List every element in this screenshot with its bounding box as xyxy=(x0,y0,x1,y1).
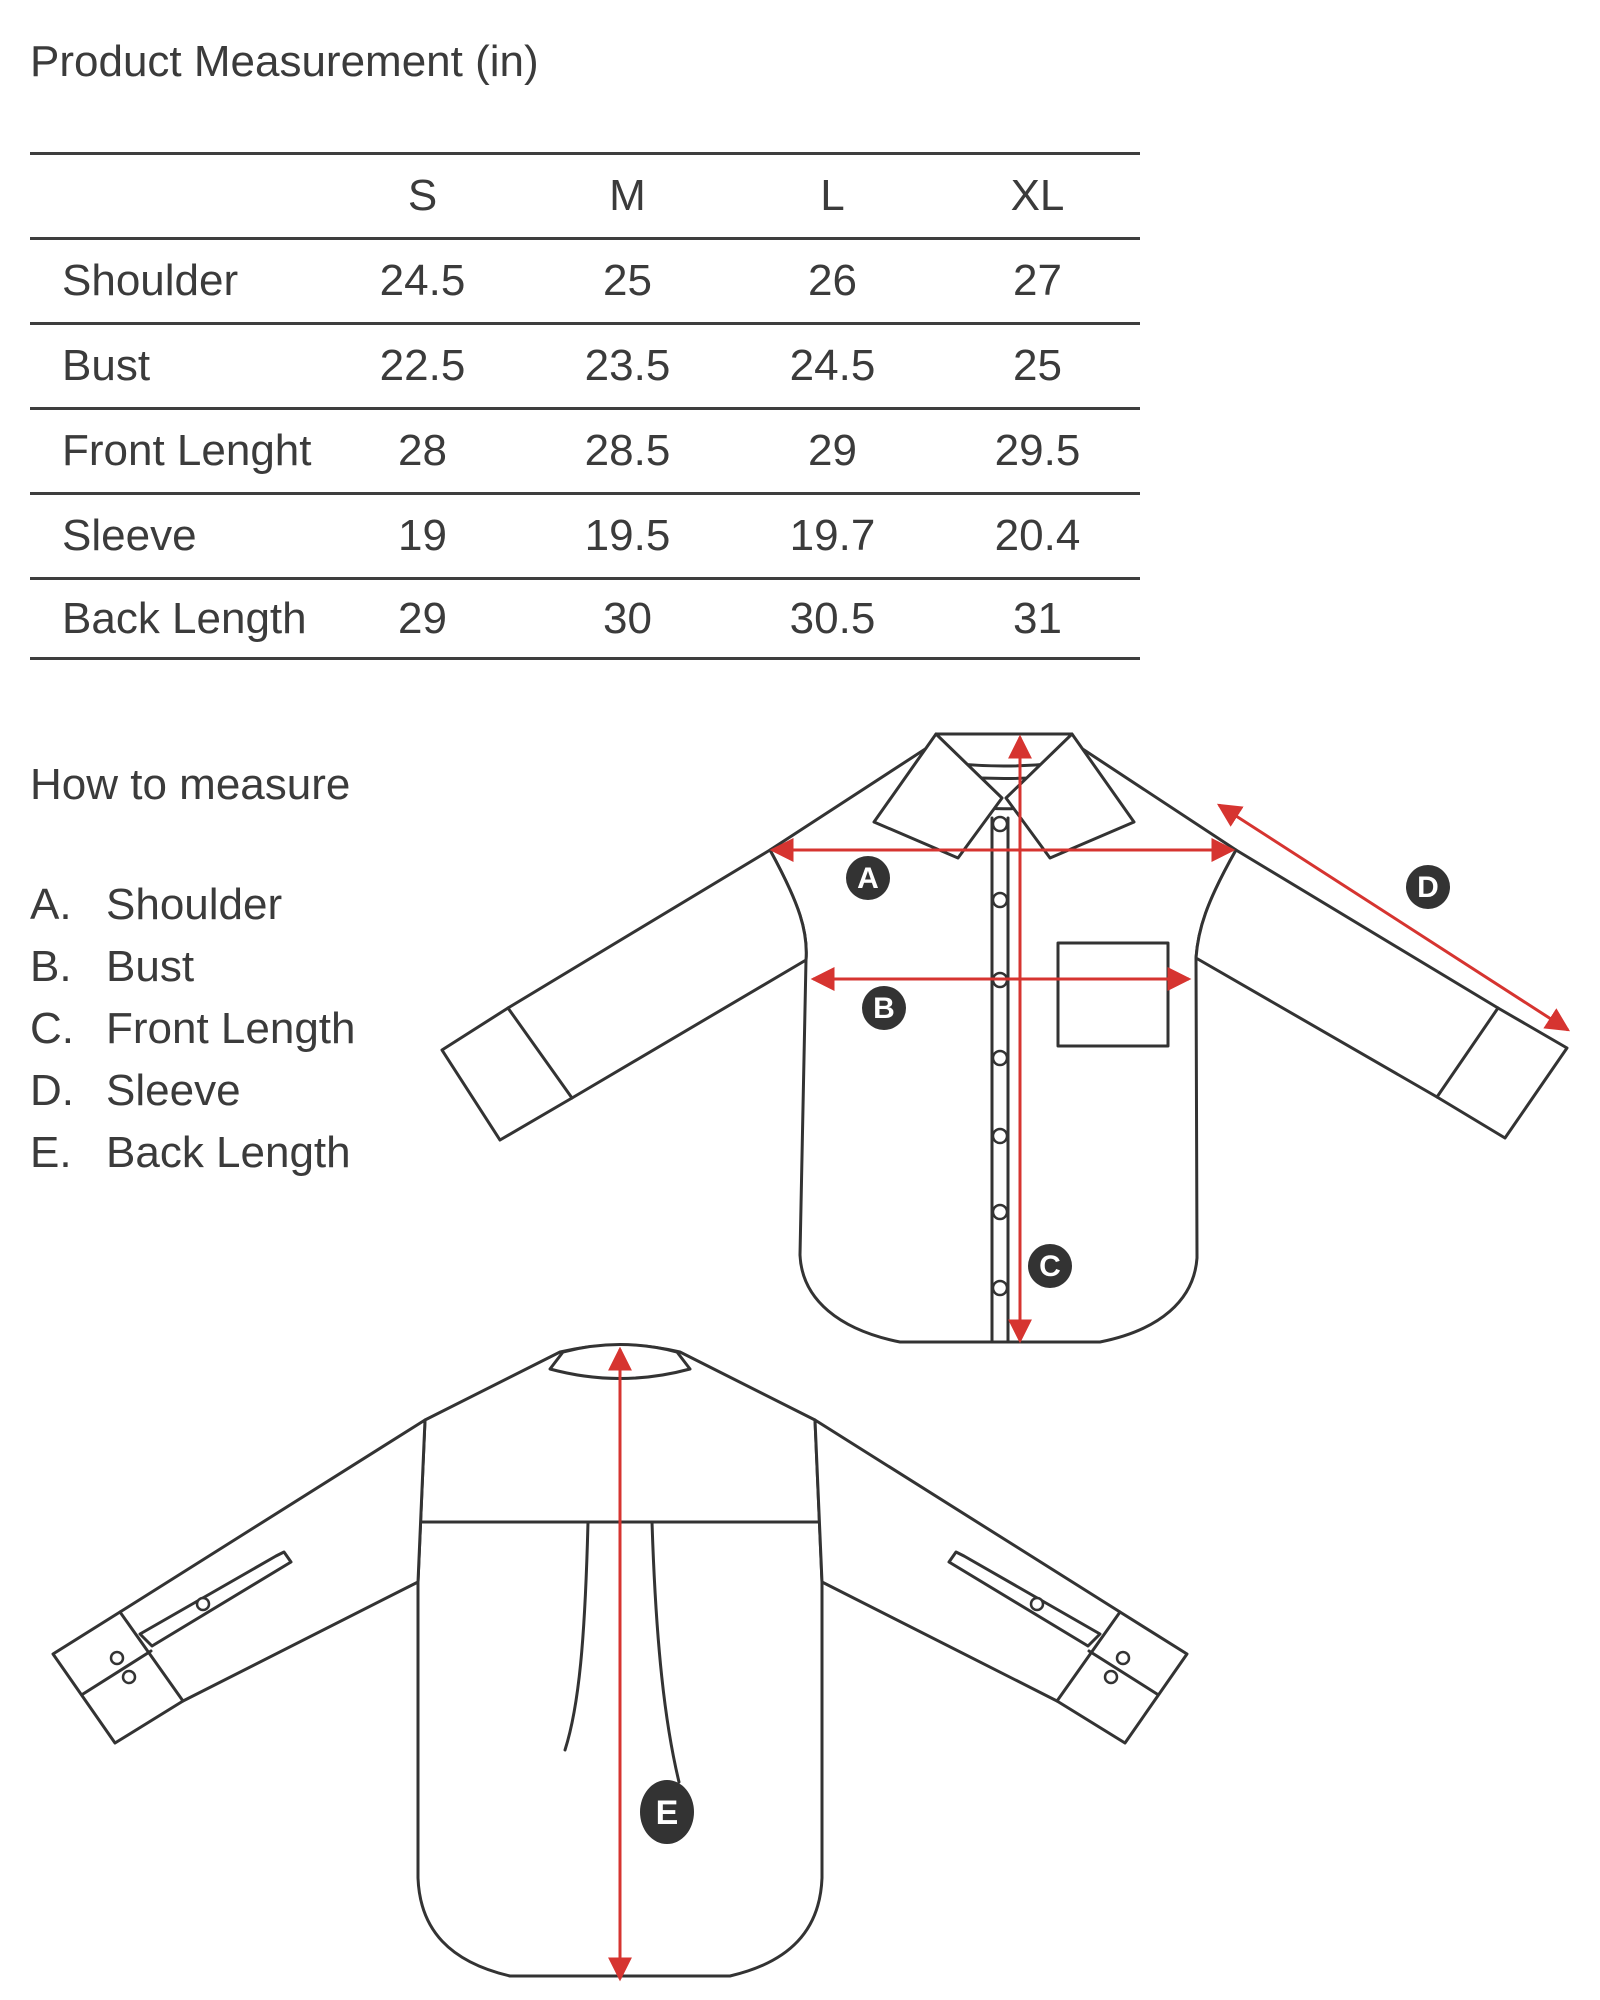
button xyxy=(993,1205,1007,1219)
col-header-m: M xyxy=(525,154,730,239)
badge-e-letter: E xyxy=(655,1794,679,1832)
item-label: Shoulder xyxy=(106,880,283,929)
cell-value: 28 xyxy=(320,409,525,494)
badge-c-letter: C xyxy=(1039,1250,1061,1283)
item-key: E. xyxy=(30,1128,72,1177)
row-label: Bust xyxy=(30,324,320,409)
cell-value: 30 xyxy=(525,579,730,659)
cell-value: 20.4 xyxy=(935,494,1140,579)
badge-d-letter: D xyxy=(1417,871,1439,904)
cell-value: 24.5 xyxy=(730,324,935,409)
cell-value: 25 xyxy=(525,239,730,324)
item-label: Front Length xyxy=(106,1004,356,1053)
col-header-s: S xyxy=(320,154,525,239)
cell-value: 24.5 xyxy=(320,239,525,324)
cell-value: 28.5 xyxy=(525,409,730,494)
front-shirt-drawing xyxy=(442,734,1567,1342)
cell-value: 31 xyxy=(935,579,1140,659)
how-to-measure-heading: How to measure xyxy=(30,760,351,809)
badge-a-letter: A xyxy=(857,862,879,895)
cell-value: 26 xyxy=(730,239,935,324)
button xyxy=(197,1598,209,1610)
button xyxy=(993,1051,1007,1065)
row-label: Sleeve xyxy=(30,494,320,579)
item-key: B. xyxy=(30,942,72,991)
badge-b-letter: B xyxy=(873,992,895,1025)
cell-value: 27 xyxy=(935,239,1140,324)
button xyxy=(993,1129,1007,1143)
col-header-l: L xyxy=(730,154,935,239)
item-label: Back Length xyxy=(106,1128,351,1177)
row-label: Shoulder xyxy=(30,239,320,324)
cell-value: 19.5 xyxy=(525,494,730,579)
cell-value: 29 xyxy=(320,579,525,659)
chest-pocket xyxy=(1058,943,1168,1046)
button xyxy=(993,1281,1007,1295)
button xyxy=(111,1652,123,1664)
col-header-xl: XL xyxy=(935,154,1140,239)
cell-value: 30.5 xyxy=(730,579,935,659)
cell-value: 23.5 xyxy=(525,324,730,409)
cell-value: 29 xyxy=(730,409,935,494)
button xyxy=(993,817,1007,831)
item-label: Sleeve xyxy=(106,1066,241,1115)
item-key: C. xyxy=(30,1004,74,1053)
page-title: Product Measurement (in) xyxy=(30,37,539,86)
button xyxy=(1105,1671,1117,1683)
item-key: D. xyxy=(30,1066,74,1115)
button xyxy=(993,893,1007,907)
cell-value: 29.5 xyxy=(935,409,1140,494)
button xyxy=(123,1671,135,1683)
button xyxy=(1117,1652,1129,1664)
cell-value: 22.5 xyxy=(320,324,525,409)
cell-value: 19 xyxy=(320,494,525,579)
row-label: Front Lenght xyxy=(30,409,320,494)
row-label: Back Length xyxy=(30,579,320,659)
cell-value: 19.7 xyxy=(730,494,935,579)
button xyxy=(1031,1598,1043,1610)
front-left-sleeve xyxy=(442,850,806,1140)
item-key: A. xyxy=(30,880,72,929)
cell-value: 25 xyxy=(935,324,1140,409)
item-label: Bust xyxy=(106,942,195,991)
